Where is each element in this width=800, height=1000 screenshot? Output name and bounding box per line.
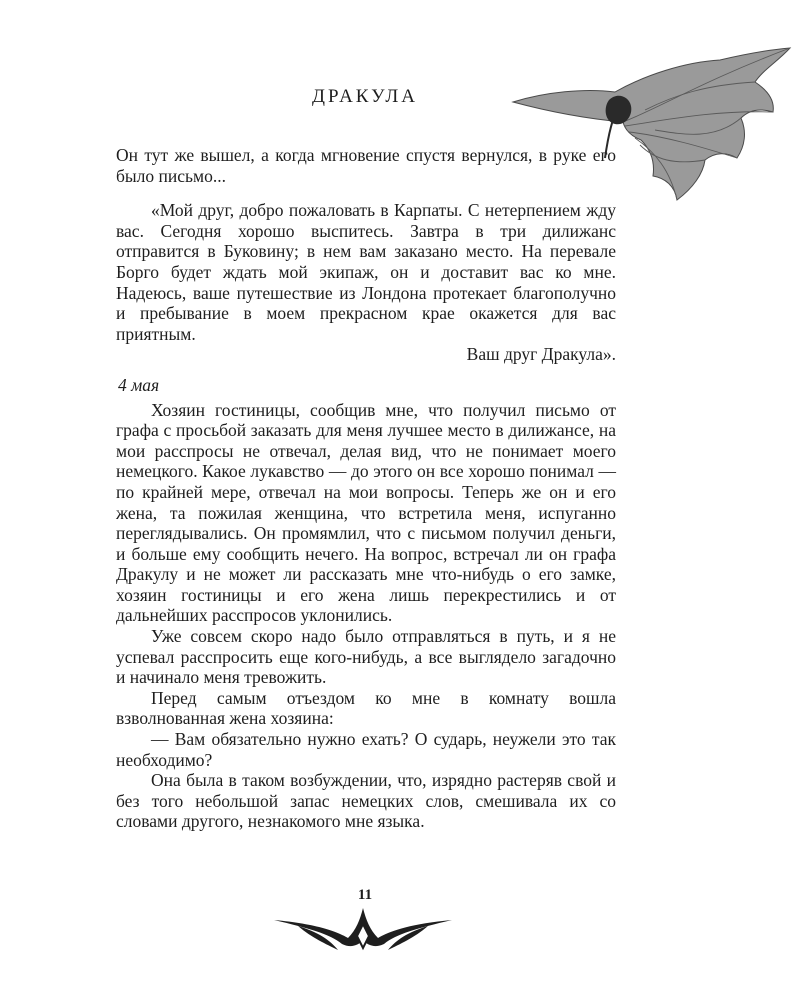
letter-signature: Ваш друг Дракула».: [466, 344, 616, 365]
paragraph: Перед самым отъездом ко мне в комнату вошла взволнованная жена хозяина:: [116, 687, 616, 729]
paragraph: Она была в таком возбуждении, что, изрядно растеряв свой и без того небольшой запас немецких слов, смешивала их со словами другого, незнакомого мне языка.: [116, 770, 616, 832]
page-number: 11: [357, 887, 373, 903]
running-title: ДРАКУЛА: [311, 86, 419, 107]
ornament-flourish-icon: [268, 904, 458, 952]
letter-text: «Мой друг, добро пожаловать в Карпаты. С нетерпением жду вас. Сегодня хорошо выспитесь. Завтра в три дилижанс отправится в Буковину; в нем вам заказано место. На перевале Борго будет ждать мой экипаж, он и доставит вас ко мне. Надеюсь, ваше путешествие из Лондона протекает благополучно и пребывание в моем прекрасном крае окажется для вас приятным.: [116, 200, 616, 344]
paragraph: Уже совсем скоро надо было отправляться в путь, и я не успевал расспросить еще кого-нибудь, а все выглядело загадочно и начинало меня тревожить.: [116, 626, 616, 688]
dialogue-line: — Вам обязательно нужно ехать? О сударь, неужели это так необходимо?: [116, 729, 616, 770]
page-body: [116, 145, 616, 832]
diary-date: 4 мая: [118, 374, 160, 395]
paragraph: Хозяин гостиницы, сообщив мне, что получил письмо от графа с просьбой заказать для меня лучшее место в дилижансе, на мои расспросы не отвечал, делая вид, что не понимает моего немецкого. Какое лукавство — до этого он все хорошо понимал — по крайней мере, отвечал на мои вопросы. Теперь же он и его жена, та пожилая женщина, что встретила меня, испуганно переглядывались. Он промямлил, что с письмом получил деньги, и больше ему сообщить нечего. На вопрос, встречал ли он графа Дракулу и не может ли рассказать мне что-нибудь о его замке, хозяин гостиницы и его жена лишь перекрестились и от дальнейших расспросов уклонились.: [116, 399, 616, 626]
paragraph: Он тут же вышел, а когда мгновение спустя вернулся, в руке его было письмо...: [116, 145, 616, 186]
